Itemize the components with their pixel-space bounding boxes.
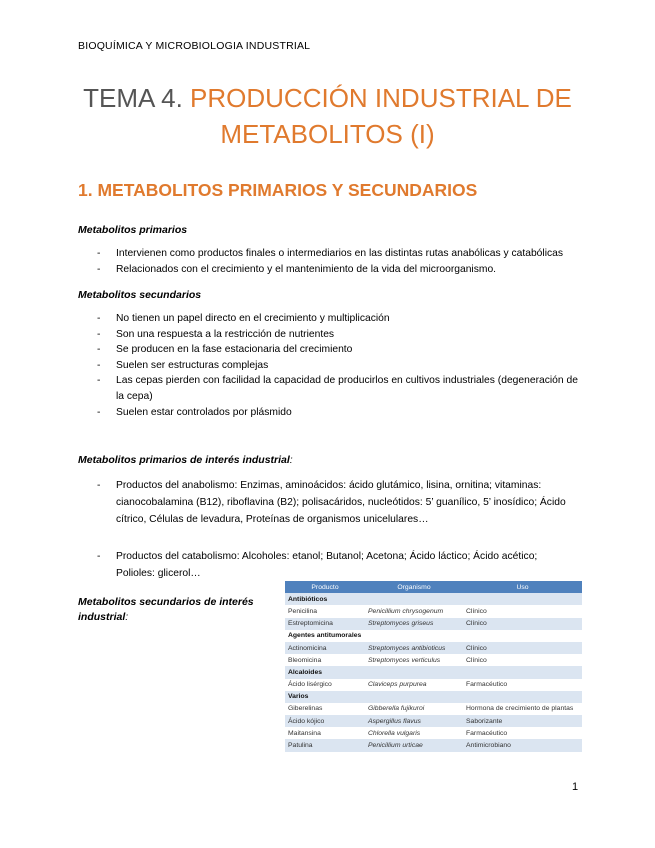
cell-producto: Giberelinas: [288, 705, 323, 713]
secundarios-interes-label-text: Metabolitos secundarios de interés industrial: [78, 596, 254, 623]
primarios-list: [78, 246, 598, 277]
table-row: [285, 679, 582, 691]
section-heading: 1. METABOLITOS PRIMARIOS Y SECUNDARIOS: [78, 180, 478, 200]
cell-producto: Ácido lisérgico: [288, 681, 332, 689]
list-item: - Son una respuesta a la restricción de nutrientes: [78, 327, 578, 343]
list-item: - Intervienen como productos finales o intermediarios en las distintas rutas anabólicas y catabólicas: [78, 246, 598, 262]
table-category-row: [285, 666, 582, 678]
page-number: 1: [572, 781, 579, 793]
list-item: - Suelen ser estructuras complejas: [78, 358, 578, 374]
category-label: Agentes antitumorales: [288, 632, 362, 640]
cell-producto: Maitansina: [288, 729, 321, 737]
cell-uso: Clínico: [463, 618, 582, 630]
cell-uso: Saborizante: [463, 715, 582, 727]
table-row: [285, 703, 582, 715]
table-row: [285, 739, 582, 751]
cell-uso: Farmacéutico: [466, 681, 508, 689]
table-row: [285, 618, 582, 630]
metabolites-table: [285, 581, 582, 752]
cell-organismo: Claviceps purpurea: [368, 681, 427, 689]
title-prefix: TEMA 4.: [83, 83, 183, 113]
category-label: Antibióticos: [285, 593, 582, 605]
column-header: Producto: [285, 581, 365, 593]
cell-uso: Clínico: [463, 642, 582, 654]
cell-producto: Estreptomicina: [285, 618, 365, 630]
list-item: - Las cepas pierden con facilidad la capacidad de producirlos en cultivos industriales (degeneración de la cepa): [78, 373, 578, 404]
cell-producto: Ácido kójico: [285, 715, 365, 727]
cell-uso: Farmacéutico: [466, 729, 508, 737]
label-colon: :: [289, 454, 293, 466]
cell-organismo: Chlorella vulgaris: [368, 729, 421, 737]
primarios-label: Metabolitos primarios: [78, 224, 188, 236]
list-item: - Se producen en la fase estacionaria del crecimiento: [78, 342, 578, 358]
cell-organismo: Streptomyces antibioticus: [365, 642, 463, 654]
label-colon: :: [125, 611, 129, 623]
secundarios-list: [78, 311, 578, 420]
cell-uso: Hormona de crecimiento de plantas: [466, 705, 574, 713]
column-header: Uso: [463, 581, 582, 593]
title-accent-line1: PRODUCCIÓN INDUSTRIAL DE: [190, 83, 572, 113]
category-label: Varios: [285, 691, 582, 703]
cell-uso: Clínico: [466, 607, 487, 615]
page-header: BIOQUÍMICA Y MICROBIOLOGIA INDUSTRIAL: [78, 40, 311, 52]
cell-uso: Clínico: [466, 656, 487, 664]
page-title: [60, 80, 595, 152]
list-item: - Productos del anabolismo: Enzimas, aminoácidos: ácido glutámico, lisina, ornitina; vitaminas: cianocobalamina (B12), riboflavina (B2); polisacáridos, nucleótidos: 5’ guanílico, 5’ inosídico; Ácido cítrico, Células de levadura, Proteínas de organismos unicelulares…: [78, 477, 578, 528]
list-item: - Productos del catabolismo: Alcoholes: etanol; Butanol; Acetona; Ácido láctico; Ácido acético; Polioles: glicerol…: [78, 548, 578, 582]
secundarios-label: Metabolitos secundarios: [78, 289, 202, 301]
table-header-row: [285, 581, 582, 593]
cell-organismo: Streptomyces verticulus: [368, 656, 441, 664]
column-header: Organismo: [365, 581, 463, 593]
cell-producto: Bleomicina: [288, 656, 322, 664]
primarios-interes-list: [78, 477, 578, 582]
cell-organismo: Penicillium chrysogenum: [368, 607, 444, 615]
cell-organismo: Streptomyces griseus: [365, 618, 463, 630]
cell-organismo: Aspergillus flavus: [365, 715, 463, 727]
cell-uso: Antimicrobiano: [463, 739, 582, 751]
secundarios-interes-label: [78, 595, 273, 625]
list-item: - No tienen un papel directo en el crecimiento y multiplicación: [78, 311, 578, 327]
cell-producto: Penicilina: [288, 607, 318, 615]
table-category-row: [285, 593, 582, 605]
title-accent-line2: METABOLITOS (I): [220, 119, 435, 149]
table-row: [285, 654, 582, 666]
table-category-row: [285, 691, 582, 703]
table-row: [285, 727, 582, 739]
category-label: Alcaloides: [285, 666, 582, 678]
table-row: [285, 715, 582, 727]
list-item: - Relacionados con el crecimiento y el mantenimiento de la vida del microorganismo.: [78, 262, 598, 278]
primarios-interes-label: [78, 454, 293, 466]
cell-organismo: Penicillium urticae: [365, 739, 463, 751]
cell-producto: Patulina: [285, 739, 365, 751]
table-category-row: [285, 630, 582, 642]
table-row: [285, 605, 582, 617]
cell-producto: Actinomicina: [285, 642, 365, 654]
primarios-interes-label-text: Metabolitos primarios de interés industrial: [78, 454, 290, 466]
list-item: - Suelen estar controlados por plásmido: [78, 405, 578, 421]
table-row: [285, 642, 582, 654]
cell-organismo: Gibberella fujikuroi: [368, 705, 425, 713]
